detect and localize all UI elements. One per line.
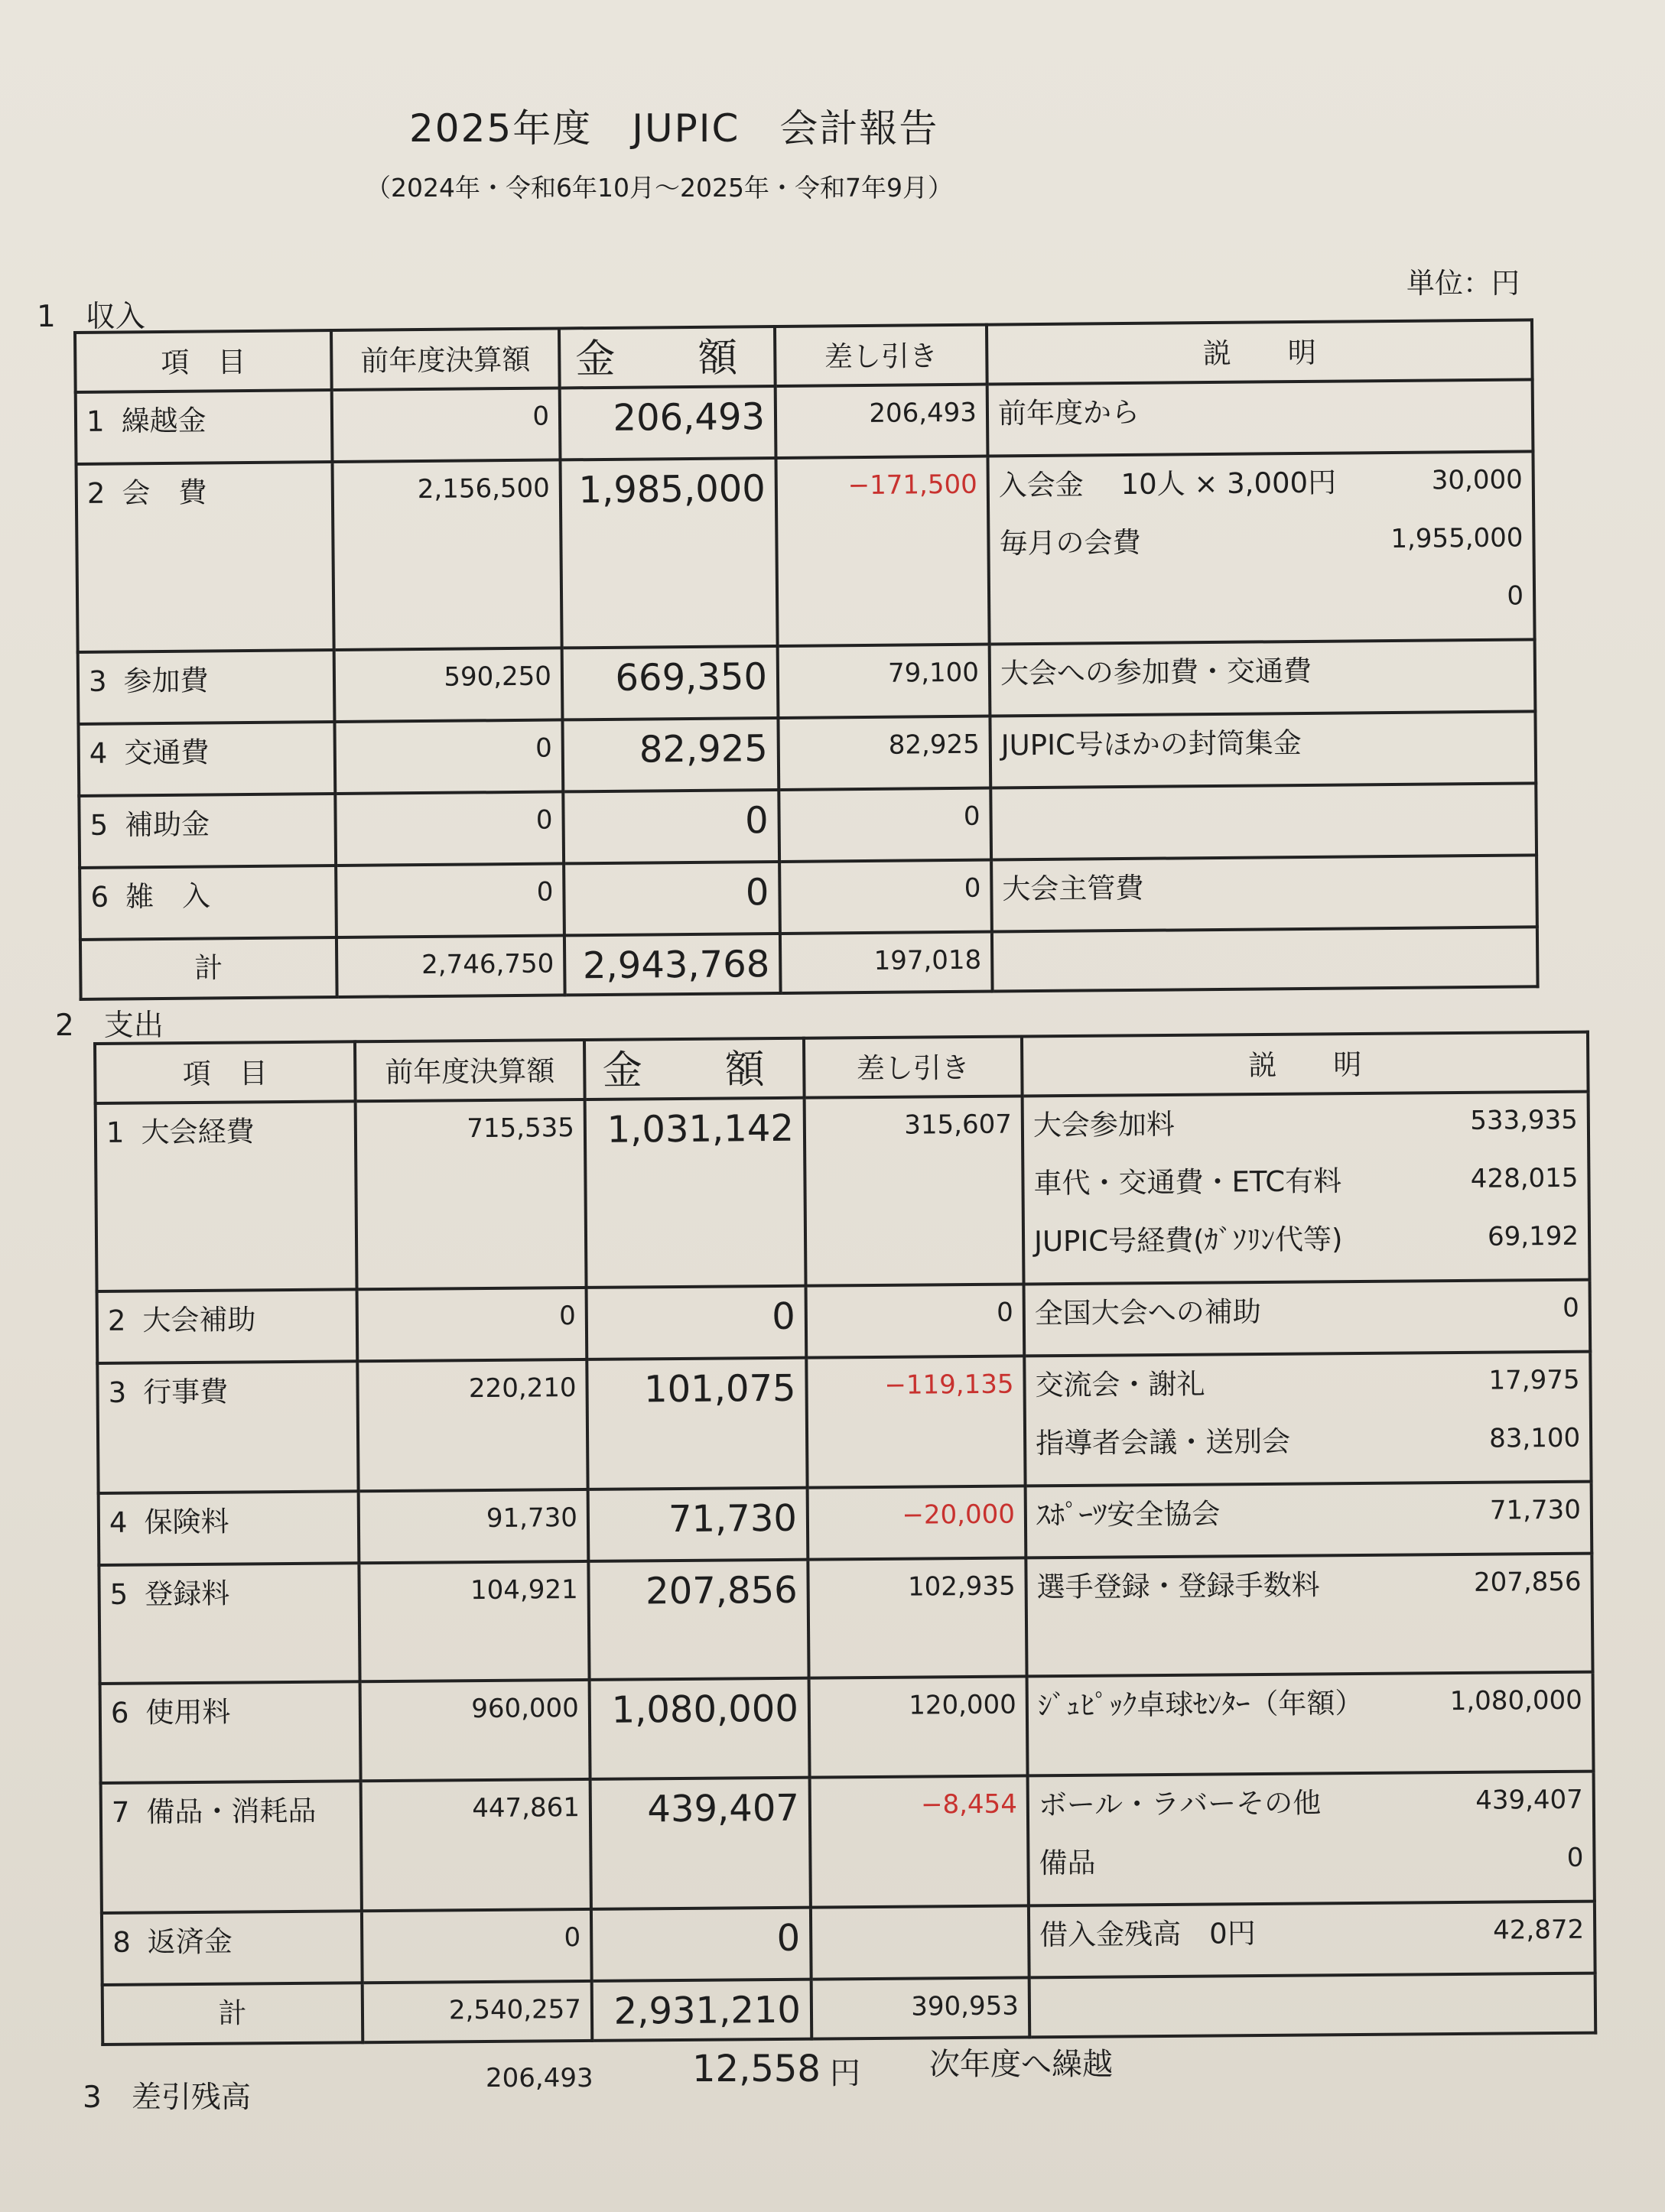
description-cell [987, 379, 1533, 456]
item-cell [99, 1491, 359, 1565]
description-line [1039, 1914, 1585, 1977]
description-line [1001, 795, 1526, 858]
expense-header-cell: 説 明 [1022, 1032, 1589, 1096]
prev-year-cell: 0 [357, 1288, 587, 1361]
description-cell [1024, 1280, 1591, 1356]
expense-section-title: 2 支出 [55, 1009, 164, 1043]
description-cell [1027, 1672, 1594, 1776]
description-value: 17,975 [1488, 1364, 1580, 1396]
description-line [1036, 1494, 1582, 1557]
expense-header-cell: 金 額 [584, 1038, 805, 1100]
item-name: 大会補助 [142, 1303, 256, 1337]
item-cell [97, 1289, 358, 1363]
amount-cell: 1,080,000 [590, 1678, 810, 1779]
item-name: 返済金 [147, 1925, 233, 1959]
item-name: 参加費 [123, 664, 209, 698]
total-prev: 2,540,257 [363, 1981, 593, 2042]
item-cell [101, 1781, 362, 1913]
description-line [1039, 1842, 1584, 1905]
total-prev: 2,746,750 [337, 935, 565, 997]
expense-header-cell: 前年度決算額 [355, 1040, 585, 1101]
difference-cell: 206,493 [776, 385, 988, 458]
amount-cell: 0 [591, 1908, 811, 1981]
description-value: 207,856 [1473, 1566, 1582, 1598]
item-number: 2 [107, 1304, 126, 1337]
item-name: 交通費 [124, 736, 210, 770]
difference-cell: −119,135 [806, 1356, 1025, 1487]
description-text: 交流会・謝礼 [1035, 1367, 1205, 1402]
income-header-cell: 説 明 [987, 320, 1533, 384]
description-line [1034, 1220, 1579, 1283]
description-cell [1026, 1554, 1592, 1677]
description-line [1002, 867, 1527, 930]
total-amount: 2,931,210 [592, 1980, 812, 2041]
description-line [1000, 651, 1525, 714]
prev-year-cell: 0 [335, 791, 564, 866]
item-number: 7 [111, 1795, 130, 1829]
description-cell [1028, 1772, 1595, 1906]
item-number: 5 [109, 1577, 128, 1611]
prev-year-cell: 960,000 [360, 1680, 590, 1781]
table-row [78, 639, 1536, 724]
item-cell [78, 722, 335, 796]
description-line [1038, 1684, 1583, 1747]
table-row [102, 1902, 1595, 1985]
total-amount: 2,943,768 [564, 934, 781, 995]
description-value: 428,015 [1470, 1162, 1579, 1194]
item-name: 備品・消耗品 [146, 1794, 317, 1829]
prev-year-cell: 91,730 [359, 1489, 589, 1563]
description-text: 前年度から [997, 395, 1140, 430]
total-description [992, 927, 1538, 991]
table-row [97, 1280, 1591, 1363]
item-name: 繰越金 [121, 404, 206, 438]
income-header-cell: 金 額 [559, 326, 776, 388]
description-text: 指導者会議・送別会 [1035, 1424, 1291, 1460]
table-row [101, 1772, 1595, 1913]
item-cell [99, 1563, 359, 1684]
description-line [998, 391, 1523, 454]
description-value: 30,000 [1431, 464, 1523, 496]
item-number: 1 [86, 404, 105, 438]
description-line [1033, 1104, 1579, 1167]
description-line [1039, 1784, 1584, 1847]
balance-amount: 12,558 [692, 2048, 821, 2090]
income-header-cell: 前年度決算額 [331, 328, 560, 390]
item-cell [97, 1361, 358, 1493]
item-cell [79, 794, 336, 868]
total-row [80, 927, 1538, 999]
balance-prev: 206,493 [486, 2063, 593, 2093]
description-line [1033, 1162, 1579, 1225]
amount-cell: 669,350 [562, 646, 779, 719]
income-header-cell: 差し引き [775, 325, 987, 386]
description-value: 439,407 [1475, 1784, 1583, 1816]
description-value: 83,100 [1489, 1422, 1581, 1454]
amount-cell: 206,493 [560, 386, 776, 460]
description-value: 0 [1566, 1842, 1584, 1873]
description-cell [1029, 1902, 1595, 1978]
item-cell [100, 1681, 361, 1783]
balance-label: 3 差引残高 [83, 2080, 251, 2115]
item-cell [78, 650, 335, 724]
description-text: 大会参加料 [1032, 1107, 1176, 1142]
description-value: 0 [1562, 1292, 1579, 1324]
description-value: 1,080,000 [1449, 1684, 1582, 1717]
description-cell [1023, 1092, 1590, 1285]
total-diff: 390,953 [811, 1977, 1030, 2038]
description-value: 1,955,000 [1390, 522, 1524, 554]
amount-cell: 0 [563, 790, 779, 863]
description-text: 借入金残高 0円 [1039, 1917, 1256, 1952]
description-cell [1026, 1482, 1592, 1558]
item-number: 6 [90, 880, 109, 914]
difference-cell: 0 [779, 788, 991, 862]
item-cell [76, 390, 333, 464]
prev-year-cell: 104,921 [359, 1561, 589, 1681]
prev-year-cell: 220,210 [357, 1359, 587, 1491]
description-line [999, 521, 1524, 584]
description-line [999, 463, 1524, 526]
difference-cell: 102,935 [808, 1557, 1026, 1678]
table-row [97, 1352, 1591, 1493]
table-row [100, 1672, 1594, 1783]
description-text: 毎月の会費 [999, 525, 1141, 560]
description-line [1001, 723, 1526, 786]
table-row [96, 1092, 1590, 1291]
amount-cell: 0 [587, 1286, 807, 1359]
description-cell [1024, 1352, 1591, 1486]
amount-cell: 439,407 [590, 1778, 811, 1909]
item-name: 雑 入 [125, 879, 211, 914]
prev-year-cell: 0 [334, 719, 563, 794]
income-table [73, 318, 1540, 1001]
prev-year-cell: 2,156,500 [333, 460, 562, 650]
description-text: 入会金 10人 × 3,000円 [998, 466, 1337, 502]
prev-year-cell: 0 [336, 863, 564, 937]
income-header-cell: 項 目 [75, 330, 332, 392]
item-name: 大会経費 [141, 1115, 255, 1149]
income-section-title: 1 収入 [37, 300, 145, 334]
description-line [1035, 1364, 1580, 1427]
difference-cell: 0 [806, 1284, 1025, 1357]
difference-cell [811, 1905, 1029, 1979]
table-row [80, 855, 1537, 940]
prev-year-cell: 0 [362, 1909, 592, 1983]
item-number: 1 [106, 1116, 125, 1149]
item-cell [76, 462, 334, 652]
difference-cell: 0 [779, 860, 992, 934]
item-cell [102, 1911, 363, 1985]
total-diff: 197,018 [780, 932, 993, 993]
prev-year-cell: 447,861 [361, 1779, 591, 1911]
description-cell [987, 451, 1534, 644]
unit-label: 単位：円 [1406, 267, 1520, 300]
description-line [1036, 1566, 1582, 1629]
total-label: 計 [102, 1983, 363, 2045]
description-text: JUPIC号経費(ｶﾞｿﾘﾝ代等) [1033, 1223, 1343, 1259]
item-name: 行事費 [142, 1375, 229, 1409]
item-number: 2 [86, 476, 106, 510]
amount-cell: 0 [564, 862, 780, 935]
difference-cell: 82,925 [778, 716, 990, 790]
description-text: 車代・交通費・ETC有料 [1033, 1164, 1342, 1200]
item-name: 補助金 [124, 807, 210, 842]
table-row [99, 1554, 1592, 1684]
item-number: 3 [88, 664, 107, 698]
table-row [79, 783, 1537, 868]
description-text: ｼﾞｭﾋﾟｯｸ卓球ｾﾝﾀｰ（年額） [1037, 1686, 1364, 1723]
total-row [102, 1973, 1596, 2045]
description-text: ボール・ラバーその他 [1038, 1786, 1322, 1822]
table-row [99, 1482, 1592, 1565]
description-line [1000, 580, 1524, 642]
item-number: 5 [89, 808, 109, 842]
description-text: 大会主管費 [1002, 871, 1144, 906]
description-cell [990, 639, 1536, 716]
description-text: 全国大会への補助 [1034, 1295, 1261, 1330]
amount-cell: 82,925 [562, 718, 779, 791]
amount-cell: 1,031,142 [585, 1098, 806, 1288]
prev-year-cell: 590,250 [334, 648, 563, 722]
item-number: 4 [89, 736, 108, 770]
difference-cell: 315,607 [805, 1096, 1024, 1285]
description-text: ｽﾎﾟｰﾂ安全協会 [1036, 1497, 1221, 1532]
amount-cell: 207,856 [588, 1560, 808, 1680]
item-name: 使用料 [145, 1695, 231, 1730]
table-row [78, 711, 1536, 796]
description-value: 533,935 [1470, 1104, 1579, 1136]
balance-yen: 円 [830, 2056, 860, 2091]
item-name: 会 費 [122, 476, 207, 510]
description-line [1035, 1292, 1580, 1355]
amount-cell: 1,985,000 [560, 458, 777, 648]
balance-note: 次年度へ繰越 [929, 2047, 1113, 2082]
difference-cell: −8,454 [810, 1775, 1029, 1907]
description-text: JUPIC号ほかの封筒集金 [1000, 726, 1302, 762]
description-cell [991, 855, 1537, 931]
description-line [1036, 1422, 1581, 1485]
total-label: 計 [80, 937, 337, 999]
description-value: 69,192 [1487, 1220, 1579, 1252]
expense-table [93, 1031, 1597, 2046]
description-value: 0 [1507, 580, 1524, 612]
description-cell [990, 711, 1536, 788]
difference-cell: 120,000 [809, 1676, 1028, 1777]
prev-year-cell: 715,535 [356, 1100, 587, 1289]
description-text: 選手登録・登録手数料 [1036, 1568, 1320, 1604]
item-name: 保険料 [144, 1505, 229, 1539]
item-cell [80, 866, 337, 940]
item-number: 3 [108, 1376, 127, 1409]
difference-cell: −20,000 [808, 1486, 1026, 1559]
table-row [76, 451, 1535, 652]
prev-year-cell: 0 [332, 388, 561, 462]
description-text: 備品 [1039, 1846, 1096, 1880]
item-number: 4 [109, 1506, 128, 1539]
description-text: 大会への参加費・交通費 [1000, 654, 1312, 690]
expense-header-cell: 差し引き [804, 1036, 1023, 1097]
description-value: 42,872 [1493, 1914, 1585, 1946]
difference-cell: −171,500 [776, 456, 989, 646]
description-value: 71,730 [1489, 1494, 1582, 1526]
item-name: 登録料 [145, 1577, 230, 1611]
amount-cell: 71,730 [588, 1488, 808, 1561]
expense-header-cell: 項 目 [95, 1041, 356, 1103]
amount-cell: 101,075 [587, 1358, 807, 1489]
description-cell [990, 783, 1537, 859]
total-description [1029, 1973, 1596, 2038]
item-number: 8 [112, 1925, 131, 1959]
item-number: 6 [110, 1696, 129, 1730]
page-title: 2025年度 JUPIC 会計報告 [409, 106, 939, 151]
fiscal-period: （2024年・令和6年10月～2025年・令和7年9月） [366, 173, 953, 203]
difference-cell: 79,100 [778, 645, 990, 718]
item-cell [96, 1101, 357, 1291]
table-row [76, 379, 1533, 464]
